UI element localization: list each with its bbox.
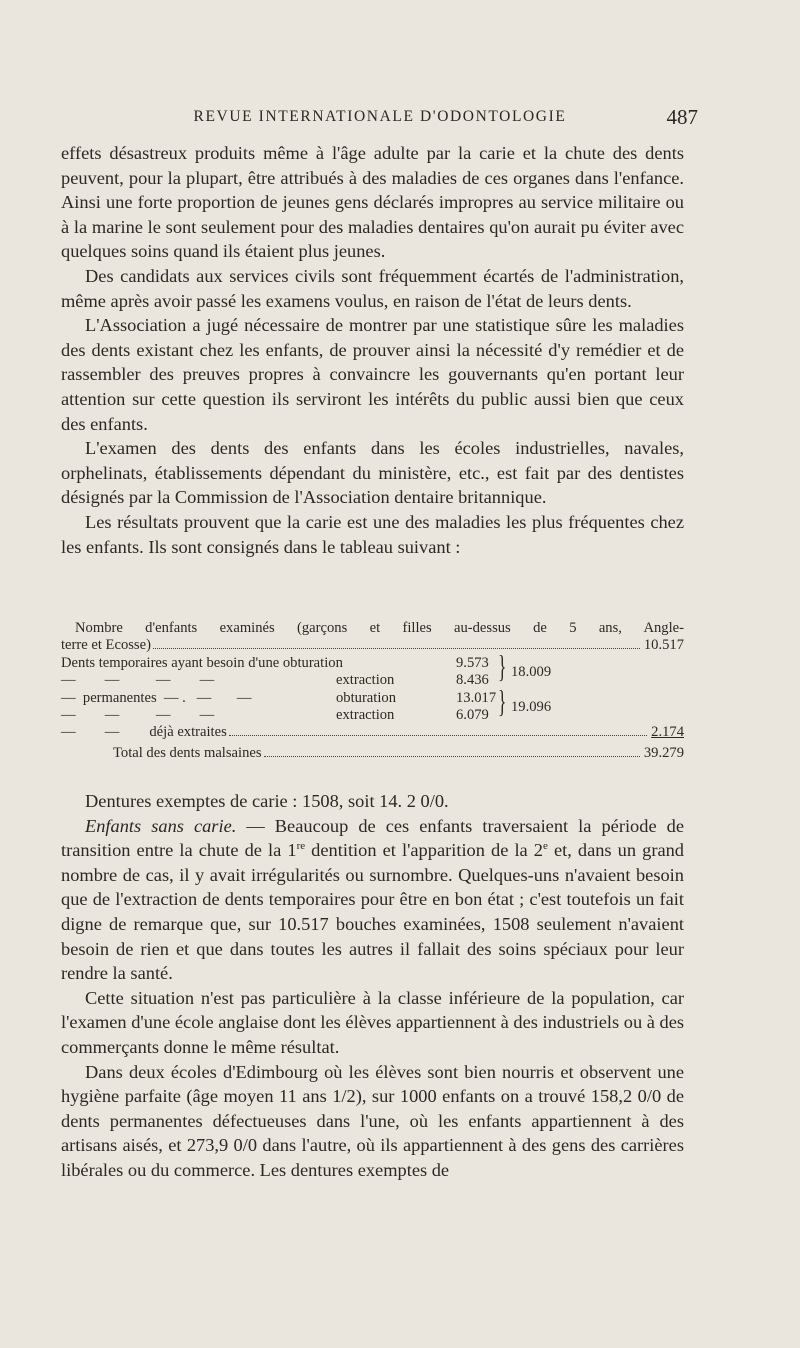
table-row: — — — — extraction 8.436 } 18.009 <box>61 648 552 689</box>
table-value: 6.079 <box>456 706 489 723</box>
paragraph: Des candidats aux services civils sont fréquemment écartés de l'administration, même après avoir passé les examens voulus, en raison de l'état de leurs dents. <box>61 265 684 311</box>
table-value: 2.174 <box>651 724 684 741</box>
table-caption-line1: Nombre d'enfants examinés (garçons et filles au-dessus de 5 ans, Angle- <box>75 620 684 636</box>
table-row: Dents temporaires ayant besoin d'une obturation 9.573 <box>61 654 489 671</box>
page-header <box>60 105 700 132</box>
dot-leader <box>153 648 640 649</box>
brace: } <box>498 682 507 719</box>
paragraph: Cette situation n'est pas particulière à la classe inférieure de la population, car l'examen d'une école anglaise dont les élèves appartiennent à des industriels ou à des commerçants donne le même résultat. <box>61 987 685 1057</box>
dot-leader <box>264 756 640 757</box>
running-title: REVUE INTERNATIONALE D'ODONTOLOGIE <box>193 108 567 125</box>
paragraph: Enfants sans carie. — Beaucoup de ces enfants traversaient la période de transition entre la chute de la 1re dentition et l'apparition de la 2e et, dans un grand nombre de cas, il y avait irrégularités ou surnombre. Quelques-uns n'avaient besoin que de l'extraction de dents temporaires pour être en bon état ; c'est toutefois un fait digne de remarque que, sur 10.517 bouches examinées, 1508 seulement n'avaient besoin de rien et que dans toutes les autres il fallait des soins spéciaux pour leur rendre la santé. <box>61 815 684 984</box>
dot-leader <box>229 735 647 736</box>
group-total: 18.009 <box>511 664 552 681</box>
table-value: 9.573 <box>456 654 489 671</box>
paragraph: effets désastreux produits même à l'âge adulte par la carie et la chute des dents peuvent, pour la plupart, être attribués à des maladies de ces organes dans l'enfance. Ainsi une forte proportion de jeunes gens déclarés impropres au service militaire ou à la marine le sont seulement pour des maladies dentaires qu'on aurait pu éviter avec quelques soins quand ils étaient plus jeunes. <box>61 143 684 262</box>
paragraph: Les résultats prouvent que la carie est une des maladies les plus fréquentes chez les enfants. Ils sont consignés dans le tableau suivant : <box>61 511 684 557</box>
paragraph: L'Association a jugé nécessaire de montrer par une statistique sûre les maladies des dents existant chez les enfants, de prouver ainsi la nécessité d'y remédier et de rassembler des preuves propres à convaincre les gouvernants qu'en portant leur attention sur cette question ils serviront les intérêts du public aussi bien que ceux des enfants. <box>61 315 684 434</box>
table-row: — permanentes — . — — obturation 13.017 <box>61 689 497 706</box>
table-row: — — déjà extraites 2.174 <box>61 724 684 741</box>
paragraph: Dans deux écoles d'Edimbourg où les élèves sont bien nourris et observent une hygiène parfaite (âge moyen 11 ans 1/2), sur 1000 enfants on a trouvé 158,2 0/0 de dents permanentes défectueuses dans l'une, où les enfants appartiennent à des artisans aisés, et 273,9 0/0 dans l'autre, où ils appartiennent à des gens des carrières libérales ou du commerce. Les dentures exemptes de <box>61 1061 684 1180</box>
table-row-caption <box>61 637 684 654</box>
table-total-value: 39.279 <box>643 744 684 761</box>
table-value: 13.017 <box>456 689 497 706</box>
statistics-table <box>61 620 684 762</box>
page-number: 487 <box>666 105 698 129</box>
table-value: 10.517 <box>643 637 684 654</box>
paragraph: L'examen des dents des enfants dans les écoles industrielles, navales, orphelinats, établissements dépendant du ministère, etc., est fait par des dentistes désignés par la Commission de l'Association dentaire britannique. <box>61 438 684 508</box>
table-value: 8.436 <box>456 672 489 689</box>
body-text-continued <box>61 789 684 1183</box>
table-total-row: Total des dents malsaines 39.279 <box>113 744 684 761</box>
table-row: — — — — extraction 6.079 } 19.096 <box>61 682 552 723</box>
brace: } <box>498 648 507 685</box>
body-text <box>61 141 684 559</box>
group-total: 19.096 <box>511 698 552 715</box>
table-caption-line2: terre et Ecosse) <box>61 637 151 654</box>
paragraph: Dentures exemptes de carie : 1508, soit 14. 2 0/0. <box>85 791 449 811</box>
